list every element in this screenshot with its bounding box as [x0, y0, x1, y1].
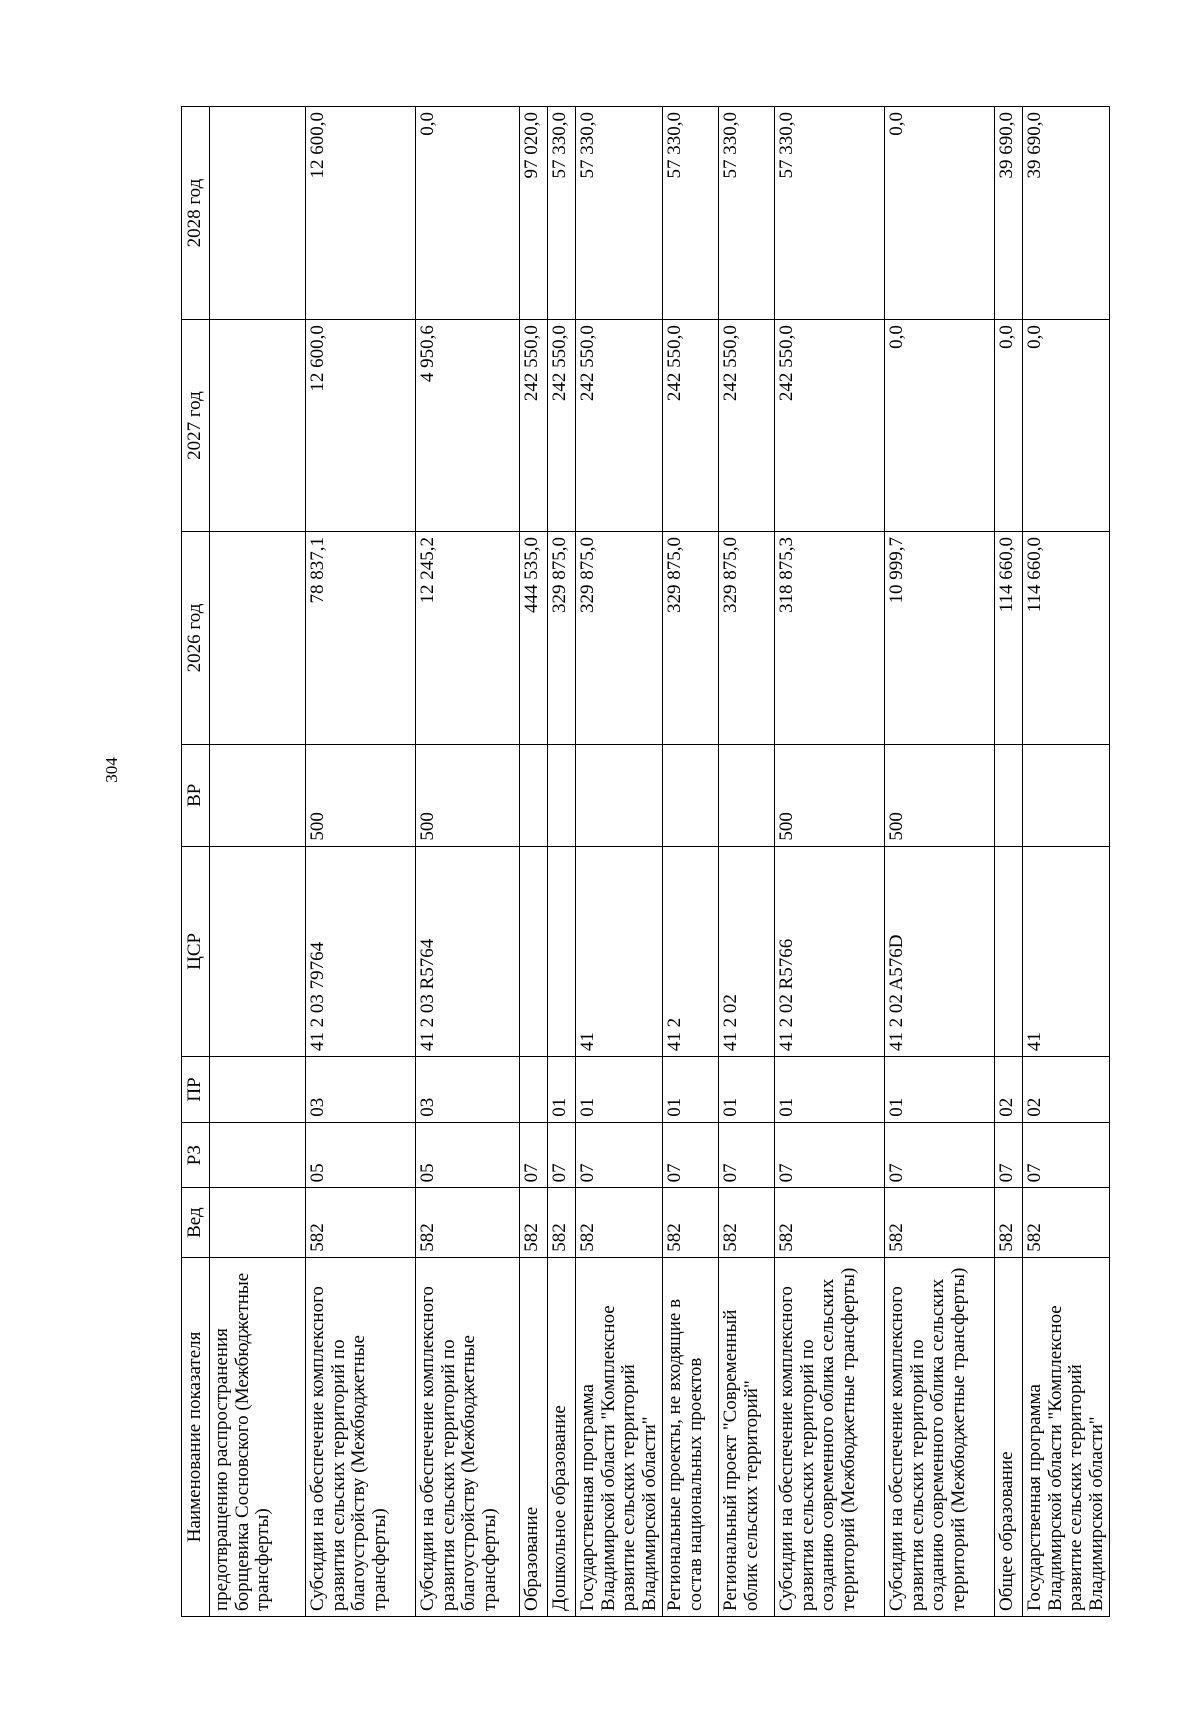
- row-ved: 582: [416, 1188, 520, 1257]
- row-vr: 500: [885, 745, 995, 847]
- table-row: [885, 107, 995, 1617]
- row-ved: [210, 1188, 306, 1257]
- row-2026: 318 875,3: [775, 531, 885, 744]
- row-pr: 01: [719, 1057, 775, 1123]
- header-2028: 2028 год: [182, 107, 210, 320]
- row-pr: [520, 1057, 548, 1123]
- row-2028: 39 690,0: [1023, 107, 1110, 320]
- header-pr: ПР: [182, 1057, 210, 1123]
- table-row: [520, 107, 548, 1617]
- table-row: [775, 107, 885, 1617]
- row-rz: 07: [576, 1122, 663, 1188]
- row-2027: 242 550,0: [548, 320, 576, 532]
- table-row: [548, 107, 576, 1617]
- row-2026: 114 660,0: [995, 531, 1023, 744]
- row-2028: [210, 107, 306, 320]
- row-2026: 329 875,0: [548, 531, 576, 744]
- row-csr: 41 2 03 79764: [306, 846, 416, 1057]
- table-row: [210, 107, 306, 1617]
- row-csr: [520, 846, 548, 1057]
- row-2027: 242 550,0: [576, 320, 663, 532]
- row-2028: 57 330,0: [719, 107, 775, 320]
- budget-table: [181, 106, 1110, 1617]
- row-2028: 57 330,0: [663, 107, 719, 320]
- header-name: Наименование показателя: [182, 1257, 210, 1616]
- row-csr: 41: [576, 846, 663, 1057]
- row-2028: 97 020,0: [520, 107, 548, 320]
- header-ved: Вед: [182, 1188, 210, 1257]
- row-rz: 07: [885, 1122, 995, 1188]
- row-name: Государственная программа Владимирской области "Комплексное развитие сельских территорий Владимирской области": [1023, 1257, 1110, 1616]
- row-ved: 582: [520, 1188, 548, 1257]
- page-number: 304: [102, 757, 121, 783]
- table-row: [1023, 107, 1110, 1617]
- row-vr: [210, 745, 306, 847]
- row-ved: 582: [719, 1188, 775, 1257]
- row-vr: [576, 745, 663, 847]
- row-csr: 41 2 02 A576D: [885, 846, 995, 1057]
- row-name: Субсидии на обеспечение комплексного развития сельских территорий по созданию современного облика сельских территорий (Межбюджетные трансферты): [775, 1257, 885, 1616]
- row-csr: [995, 846, 1023, 1057]
- row-name: Субсидии на обеспечение комплексного развития сельских территорий по благоустройству (Межбюджетные трансферты): [306, 1257, 416, 1616]
- row-2028: 57 330,0: [576, 107, 663, 320]
- row-2028: 57 330,0: [548, 107, 576, 320]
- row-name: Образование: [520, 1257, 548, 1616]
- row-name: предотвращению распространения борщевика Сосновского (Межбюджетные трансферты): [210, 1257, 306, 1616]
- row-2027: 242 550,0: [520, 320, 548, 532]
- row-pr: 01: [663, 1057, 719, 1123]
- row-csr: 41 2: [663, 846, 719, 1057]
- row-rz: 07: [719, 1122, 775, 1188]
- row-2027: 0,0: [995, 320, 1023, 532]
- row-pr: 03: [416, 1057, 520, 1123]
- row-pr: [210, 1057, 306, 1123]
- row-pr: 01: [775, 1057, 885, 1123]
- row-2028: 12 600,0: [306, 107, 416, 320]
- row-name: Региональные проекты, не входящие в состав национальных проектов: [663, 1257, 719, 1616]
- row-2027: [210, 320, 306, 532]
- table-row: [719, 107, 775, 1617]
- row-rz: 07: [663, 1122, 719, 1188]
- row-2026: 12 245,2: [416, 531, 520, 744]
- row-vr: [995, 745, 1023, 847]
- row-name: Государственная программа Владимирской области "Комплексное развитие сельских территорий Владимирской области": [576, 1257, 663, 1616]
- table-row: [416, 107, 520, 1617]
- row-name: Дошкольное образование: [548, 1257, 576, 1616]
- row-2028: 57 330,0: [775, 107, 885, 320]
- row-2026: 78 837,1: [306, 531, 416, 744]
- row-vr: [548, 745, 576, 847]
- row-2027: 0,0: [885, 320, 995, 532]
- row-rz: 05: [306, 1122, 416, 1188]
- row-2028: 0,0: [416, 107, 520, 320]
- header-csr: ЦСР: [182, 846, 210, 1057]
- rotated-table-container: [181, 106, 1107, 1617]
- row-rz: 07: [995, 1122, 1023, 1188]
- row-ved: 582: [995, 1188, 1023, 1257]
- row-2026: 329 875,0: [576, 531, 663, 744]
- table-row: [995, 107, 1023, 1617]
- row-2027: 4 950,6: [416, 320, 520, 532]
- row-name: Региональный проект "Современный облик сельских территорий": [719, 1257, 775, 1616]
- row-pr: 01: [548, 1057, 576, 1123]
- row-2026: 329 875,0: [719, 531, 775, 744]
- row-ved: 582: [775, 1188, 885, 1257]
- row-rz: 07: [520, 1122, 548, 1188]
- row-vr: [663, 745, 719, 847]
- row-pr: 02: [1023, 1057, 1110, 1123]
- row-ved: 582: [306, 1188, 416, 1257]
- row-rz: 07: [548, 1122, 576, 1188]
- row-2028: 39 690,0: [995, 107, 1023, 320]
- row-ved: 582: [548, 1188, 576, 1257]
- row-ved: 582: [576, 1188, 663, 1257]
- header-vr: ВР: [182, 745, 210, 847]
- row-pr: 01: [885, 1057, 995, 1123]
- row-csr: 41: [1023, 846, 1110, 1057]
- row-csr: 41 2 03 R5764: [416, 846, 520, 1057]
- row-ved: 582: [663, 1188, 719, 1257]
- row-csr: 41 2 02: [719, 846, 775, 1057]
- table-header-row: [182, 107, 210, 1617]
- row-rz: 07: [775, 1122, 885, 1188]
- row-2027: 242 550,0: [663, 320, 719, 532]
- row-2026: 444 535,0: [520, 531, 548, 744]
- header-rz: РЗ: [182, 1122, 210, 1188]
- row-vr: 500: [416, 745, 520, 847]
- row-pr: 01: [576, 1057, 663, 1123]
- table-row: [306, 107, 416, 1617]
- row-vr: [520, 745, 548, 847]
- row-name: Субсидии на обеспечение комплексного развития сельских территорий по благоустройству (Межбюджетные трансферты): [416, 1257, 520, 1616]
- row-vr: [1023, 745, 1110, 847]
- header-2027: 2027 год: [182, 320, 210, 532]
- row-2027: 242 550,0: [719, 320, 775, 532]
- row-2026: 10 999,7: [885, 531, 995, 744]
- row-pr: 02: [995, 1057, 1023, 1123]
- row-name: Общее образование: [995, 1257, 1023, 1616]
- row-2027: 12 600,0: [306, 320, 416, 532]
- row-vr: [719, 745, 775, 847]
- row-2026: 114 660,0: [1023, 531, 1110, 744]
- table-row: [576, 107, 663, 1617]
- header-2026: 2026 год: [182, 531, 210, 744]
- row-2026: 329 875,0: [663, 531, 719, 744]
- row-rz: 07: [1023, 1122, 1110, 1188]
- row-rz: [210, 1122, 306, 1188]
- row-name: Субсидии на обеспечение комплексного развития сельских территорий по созданию современного облика сельских территорий (Межбюджетные трансферты): [885, 1257, 995, 1616]
- row-2027: 0,0: [1023, 320, 1110, 532]
- row-rz: 05: [416, 1122, 520, 1188]
- row-csr: [210, 846, 306, 1057]
- row-2027: 242 550,0: [775, 320, 885, 532]
- row-ved: 582: [885, 1188, 995, 1257]
- table-row: [663, 107, 719, 1617]
- row-2026: [210, 531, 306, 744]
- row-csr: [548, 846, 576, 1057]
- row-vr: 500: [306, 745, 416, 847]
- row-csr: 41 2 02 R5766: [775, 846, 885, 1057]
- row-vr: 500: [775, 745, 885, 847]
- row-ved: 582: [1023, 1188, 1110, 1257]
- row-pr: 03: [306, 1057, 416, 1123]
- row-2028: 0,0: [885, 107, 995, 320]
